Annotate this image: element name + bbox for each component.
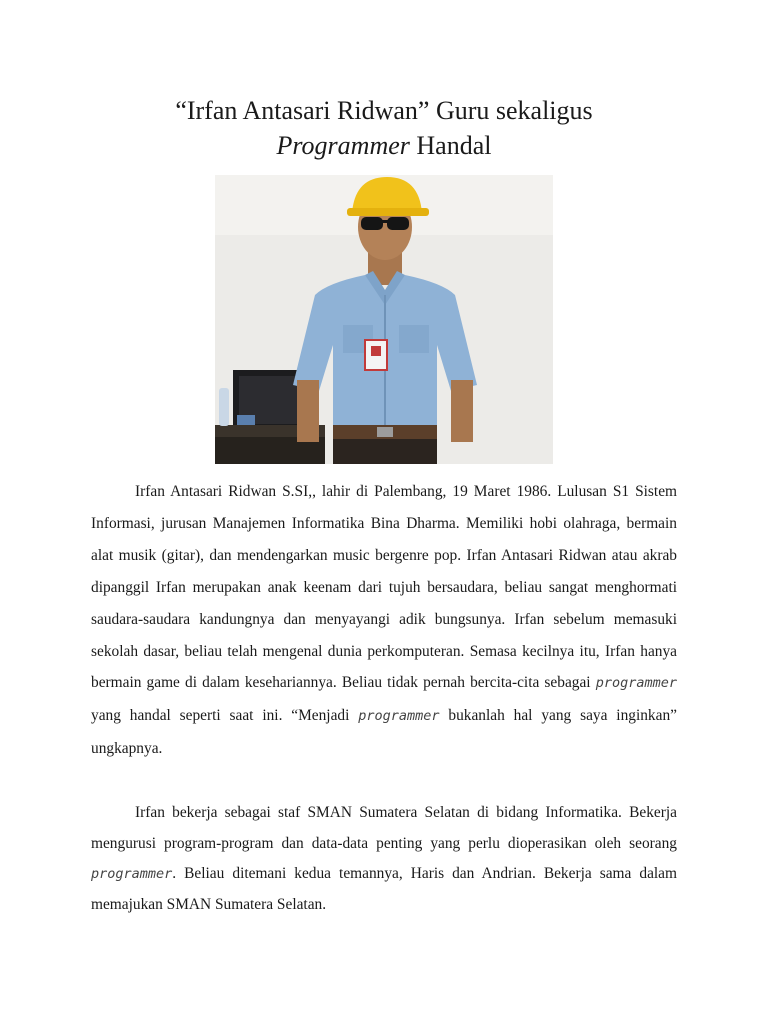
p2-text-2: . Beliau ditemani kedua temannya, Haris dan Andrian. Bekerja sama dalam memajukan SMAN Sumatera Selatan. bbox=[91, 865, 677, 913]
biography-paragraph-2 bbox=[91, 798, 677, 920]
p1-programmer-term-2: programmer bbox=[358, 708, 440, 725]
title-italic-word: Programmer bbox=[276, 131, 410, 160]
p1-text-2: yang handal seperti saat ini. “Menjadi bbox=[91, 707, 359, 725]
title-line-1: “Irfan Antasari Ridwan” Guru sekaligus bbox=[175, 96, 593, 125]
photo-illustration bbox=[215, 175, 553, 464]
p1-text-3: bukanlah hal yang saya inginkan” ungkapnya. bbox=[91, 707, 677, 758]
p1-programmer-term-1: programmer bbox=[595, 675, 677, 692]
title-line-2-rest: Handal bbox=[409, 131, 492, 160]
p1-text-1: Irfan Antasari Ridwan S.SI,, lahir di Palembang, 19 Maret 1986. Lulusan S1 Sistem Informasi, jurusan Manajemen Informatika Bina Dharma. Memiliki hobi olahraga, bermain alat musik (gitar), dan mendengarkan music bergenre pop. Irfan Antasari Ridwan atau akrab dipanggil Irfan merupakan anak keenam dari tujuh bersaudara, beliau sangat menghormati saudara-saudara kandungnya dan menyayangi adik bungsunya. Irfan sebelum memasuki sekolah dasar, beliau telah mengenal dunia perkomputeran. Semasa kecilnya itu, Irfan hanya bermain game di dalam kesehariannya. Beliau tidak pernah bercita-cita sebagai bbox=[91, 483, 677, 692]
profile-photo bbox=[215, 175, 553, 464]
page-title bbox=[0, 93, 768, 163]
p2-text-1: Irfan bekerja sebagai staf SMAN Sumatera Selatan di bidang Informatika. Bekerja mengurusi program-program dan data-data penting yang perlu dioperasikan oleh seorang bbox=[91, 804, 677, 852]
p2-programmer-term-1: programmer bbox=[91, 866, 173, 882]
biography-paragraph-1 bbox=[91, 476, 677, 765]
